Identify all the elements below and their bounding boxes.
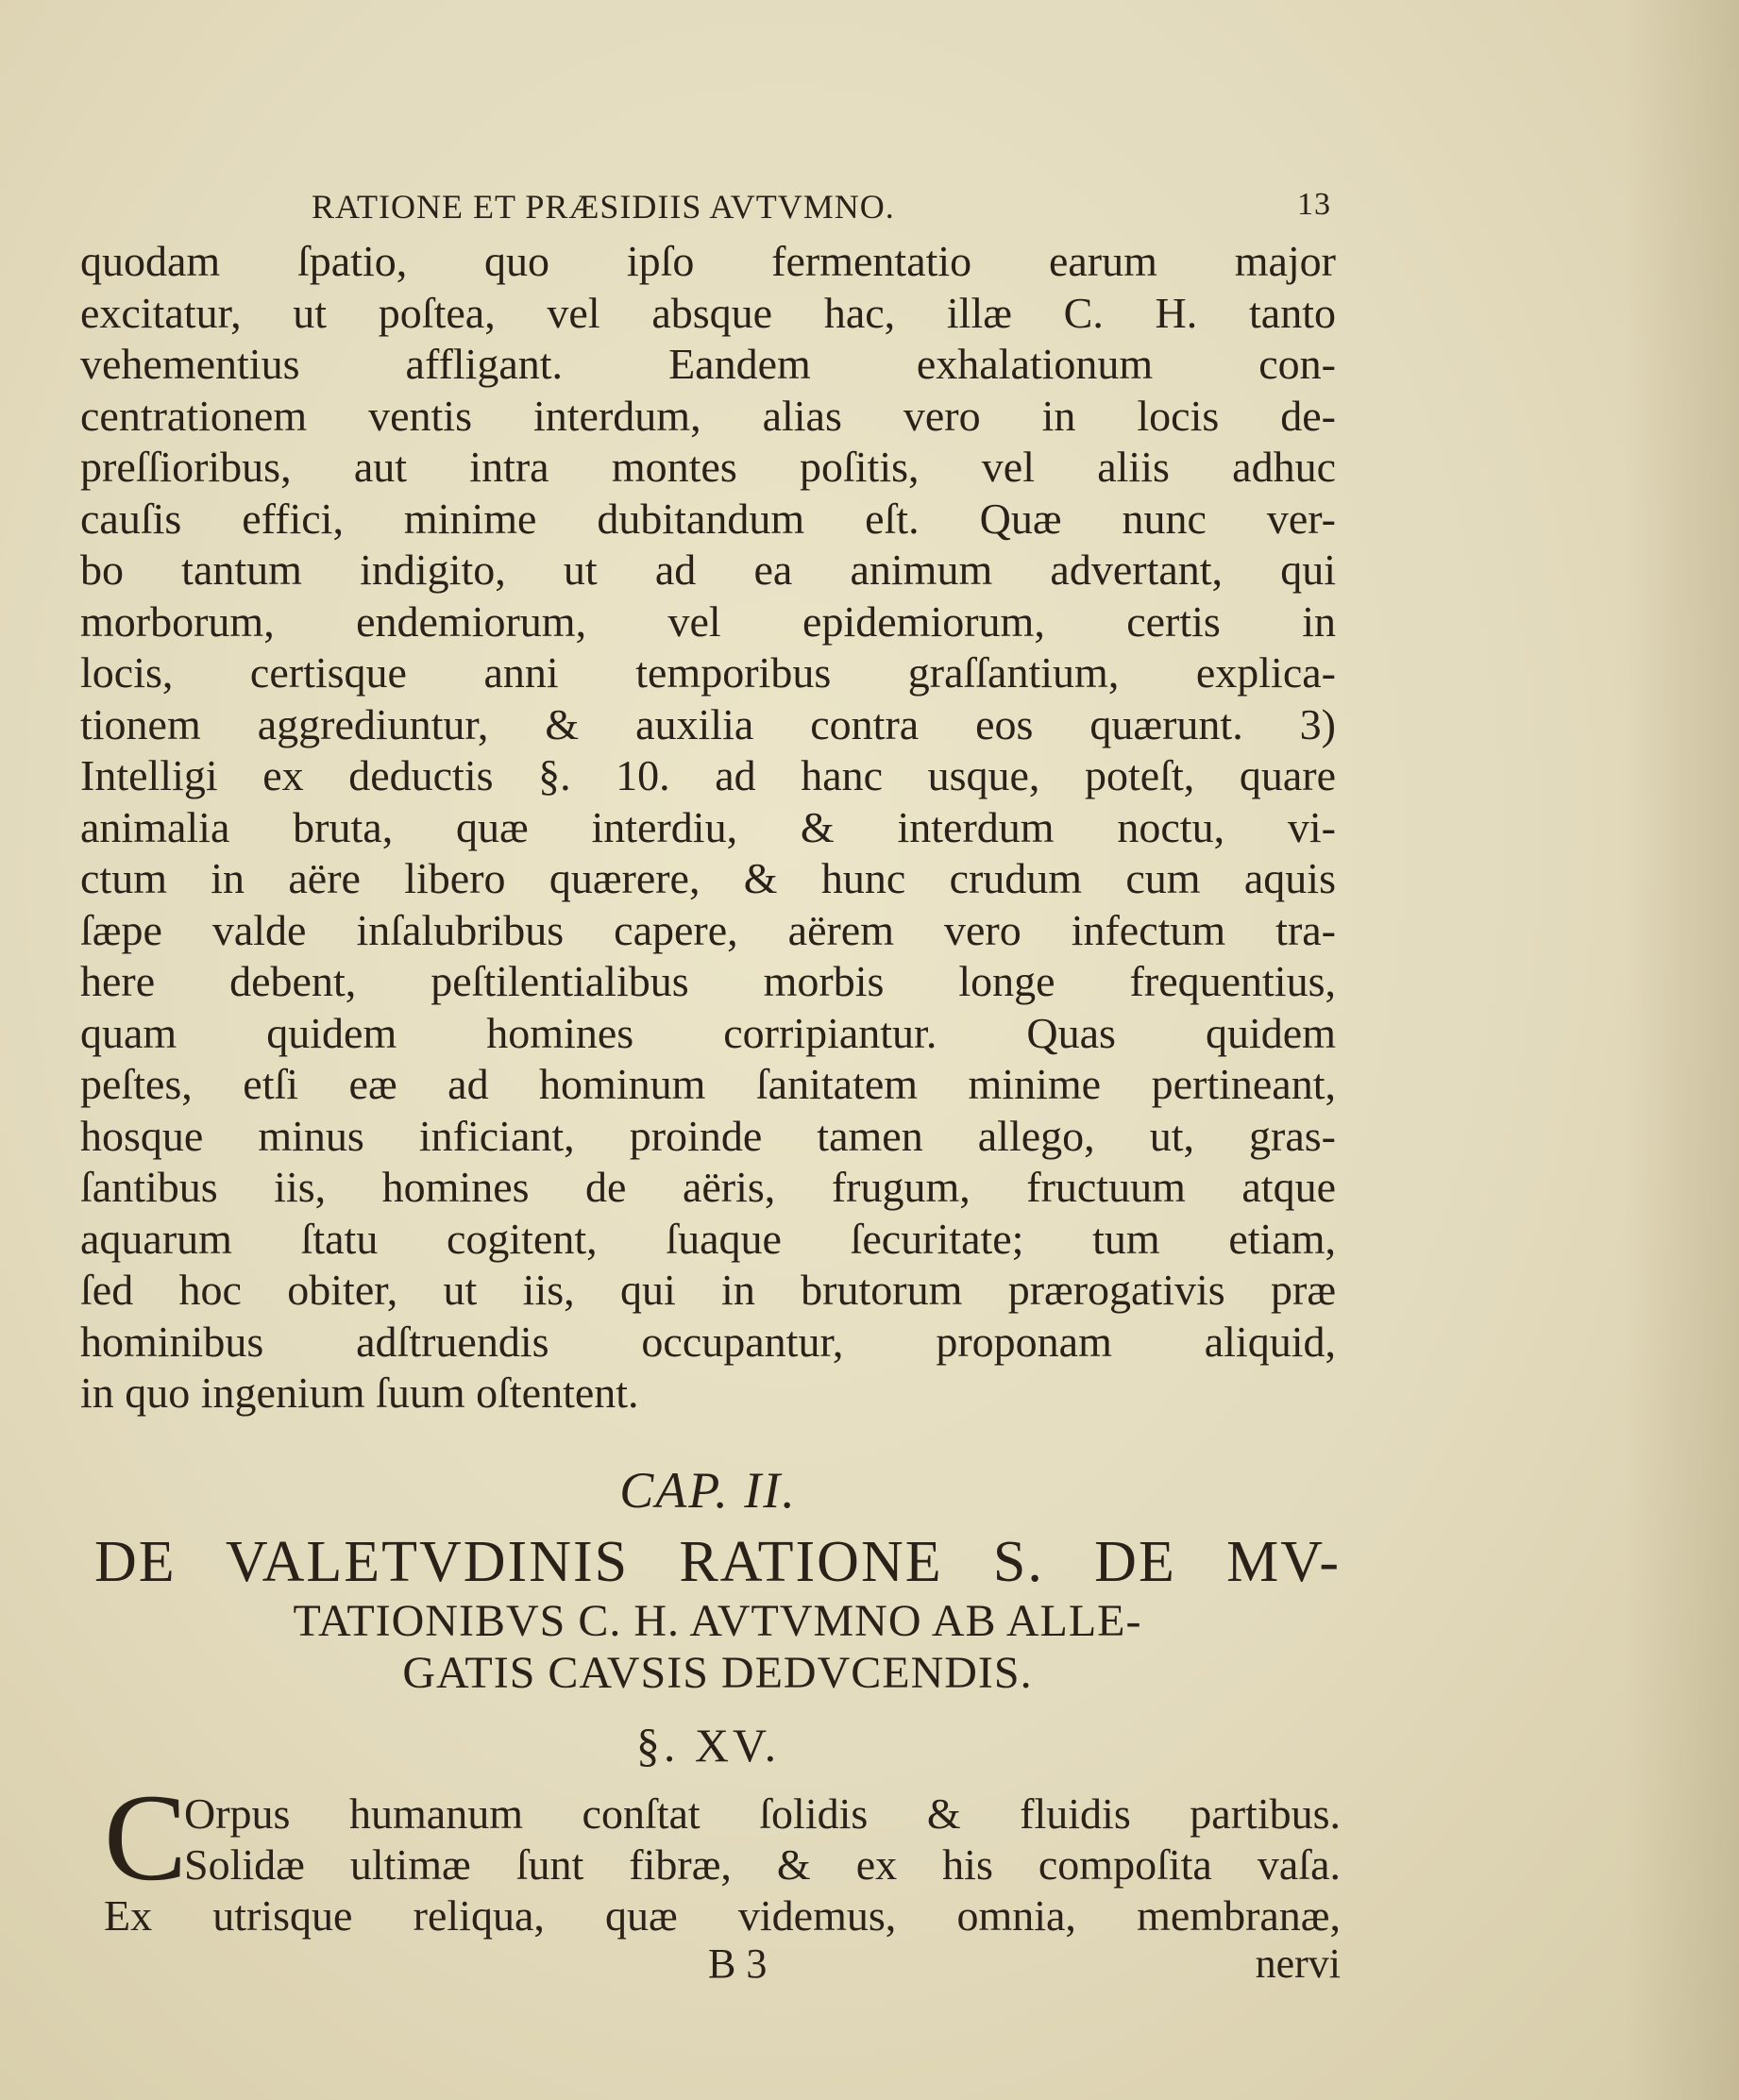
text-line: tionem aggrediuntur, & auxilia contra eos quærunt. 3) — [80, 699, 1336, 748]
chapter-label: CAP. II. — [619, 1462, 797, 1519]
text-line: bo tantum indigito, ut ad ea animum advertant, qui — [80, 546, 1336, 594]
text-line: animalia bruta, quæ interdiu, & interdum noctu, vi- — [80, 802, 1336, 851]
page-edge-shadow — [1624, 0, 1739, 2100]
chapter-title-line: DE VALETVDINIS RATIONE S. DE MV- — [94, 1530, 1341, 1594]
text-line: cauſis effici, minime dubitandum eſt. Quæ nunc ver- — [80, 494, 1336, 543]
text-line: excitatur, ut poſtea, vel absque hac, illæ C. H. tanto — [80, 288, 1336, 337]
text-line: ſantibus iis, homines de aëris, frugum, fructuum atque — [80, 1163, 1336, 1211]
text-line: preſſioribus, aut intra montes poſitis, vel aliis adhuc — [80, 443, 1336, 491]
signature-mark: B 3 — [708, 1940, 768, 1987]
running-title: RATIONE ET PRÆSIDIIS AVTVMNO. — [312, 188, 895, 226]
page-footer — [104, 1940, 1341, 1996]
page-number: 13 — [1297, 187, 1331, 222]
body-paragraph — [80, 236, 1336, 1420]
text-line: here debent, peſtilentialibus morbis longe frequentius, — [80, 957, 1336, 1005]
text-line: in quo ingenium ſuum oſtentent. — [80, 1369, 639, 1417]
text-line: ſed hoc obiter, ut iis, qui in brutorum prærogativis præ — [80, 1266, 1336, 1314]
text-line: vehementius affligant. Eandem exhalationum con- — [80, 340, 1336, 388]
text-line: morborum, endemiorum, vel epidemiorum, certis in — [80, 596, 1336, 646]
running-header — [302, 187, 1331, 234]
section-paragraph — [104, 1768, 1341, 1941]
text-line: quam quidem homines corripiantur. Quas quidem — [80, 1008, 1336, 1057]
text-line: quodam ſpatio, quo ipſo fermentatio earum major — [80, 237, 1336, 285]
text-line: hosque minus inficiant, proinde tamen allego, ut, gras- — [80, 1111, 1336, 1160]
drop-cap: C — [104, 1768, 188, 1907]
text-line: Orpus humanum conſtat ſolidis & fluidis partibus. — [184, 1789, 1341, 1838]
text-line: peſtes, etſi eæ ad hominum ſanitatem minime pertineant, — [80, 1060, 1336, 1108]
text-line: locis, certisque anni temporibus graſſantium, explica- — [80, 648, 1336, 697]
text-line: Intelligi ex deductis §. 10. ad hanc usque, poteſt, quare — [80, 751, 1336, 799]
chapter-title-line: GATIS CAVSIS DEDVCENDIS. — [402, 1648, 1033, 1698]
section-heading: §. XV. — [635, 1719, 781, 1772]
catchword: nervi — [1255, 1940, 1341, 1987]
text-line: Solidæ ultimæ ſunt fibræ, & ex his compoſita vaſa. — [184, 1840, 1341, 1889]
text-line: aquarum ſtatu cogitent, ſuaque ſecuritate; tum etiam, — [80, 1214, 1336, 1263]
text-line: centrationem ventis interdum, alias vero in locis de- — [80, 391, 1336, 440]
text-line: ſæpe valde inſalubribus capere, aërem vero infectum tra- — [80, 905, 1336, 954]
text-line: Ex utrisque reliqua, quæ videmus, omnia, membranæ, — [104, 1891, 1341, 1940]
chapter-title-line: TATIONIBVS C. H. AVTVMNO AB ALLE- — [293, 1596, 1142, 1646]
text-line: hominibus adſtruendis occupantur, proponam aliquid, — [80, 1317, 1336, 1366]
text-line: ctum in aëre libero quærere, & hunc crudum cum aquis — [80, 854, 1336, 902]
